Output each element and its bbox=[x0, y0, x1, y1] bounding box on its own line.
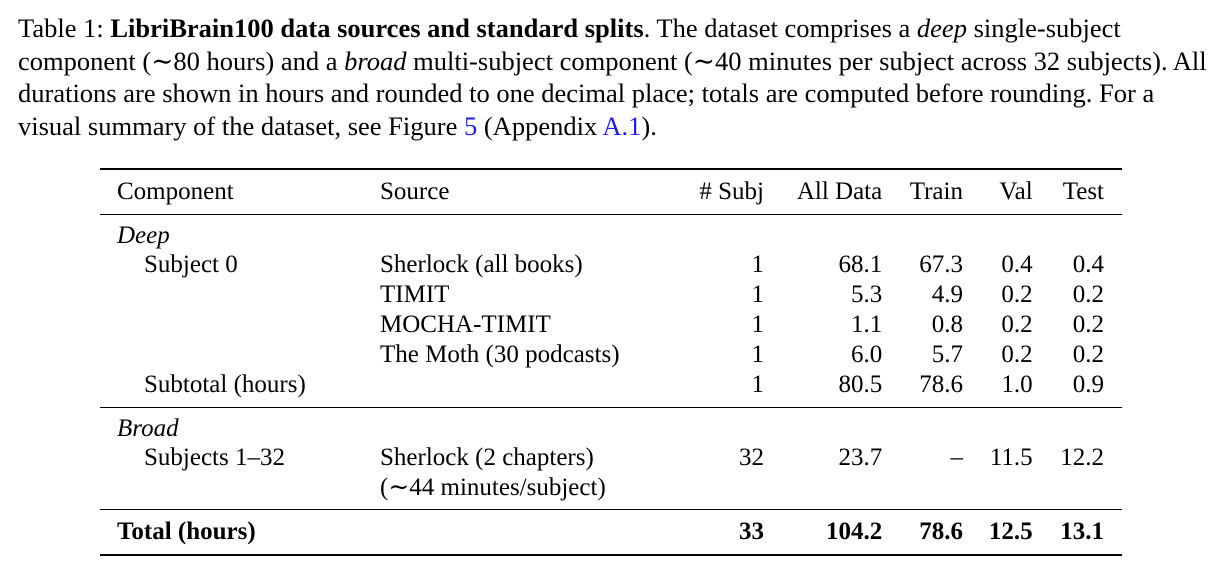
subj-cell: 1 bbox=[751, 340, 764, 368]
train-cell: 67.3 bbox=[919, 250, 963, 278]
train-cell: – bbox=[950, 444, 963, 471]
table-row bbox=[100, 443, 1122, 503]
all-cell: 68.1 bbox=[838, 250, 883, 278]
section-broad bbox=[100, 408, 1122, 444]
subject-label: Subjects 1–32 bbox=[144, 444, 285, 471]
subj-cell: 1 bbox=[751, 280, 764, 308]
val-cell: 0.2 bbox=[1001, 280, 1033, 308]
subj-cell: 1 bbox=[751, 370, 764, 398]
source-cell: Sherlock (all books) bbox=[380, 250, 583, 278]
caption-text: ). bbox=[641, 110, 657, 141]
all-cell: 23.7 bbox=[838, 444, 883, 471]
col-all-data: All Data bbox=[772, 169, 890, 214]
test-cell: 0.2 bbox=[1072, 310, 1104, 338]
all-cell: 1.1 bbox=[850, 310, 883, 338]
source-cell: MOCHA-TIMIT bbox=[380, 310, 551, 338]
val-cell: 11.5 bbox=[989, 444, 1033, 471]
data-splits-table bbox=[100, 168, 1122, 556]
caption-title: LibriBrain100 data sources and standard splits bbox=[110, 13, 644, 43]
table-row bbox=[100, 340, 1122, 370]
caption-text: (Appendix bbox=[477, 110, 603, 141]
all-cell: 5.3 bbox=[850, 280, 883, 308]
subtotal-label: Subtotal (hours) bbox=[144, 370, 306, 398]
test-cell: 13.1 bbox=[1041, 510, 1122, 556]
table-row bbox=[100, 280, 1122, 310]
train-cell: 0.8 bbox=[931, 310, 963, 338]
val-cell: 0.4 bbox=[1001, 250, 1033, 278]
caption-label: Table 1: bbox=[18, 13, 104, 43]
total-label: Total (hours) bbox=[100, 510, 372, 556]
subj-cell: 1 bbox=[751, 310, 764, 338]
col-val: Val bbox=[971, 169, 1041, 214]
caption-text: . The dataset comprises a bbox=[643, 13, 917, 43]
col-test: Test bbox=[1041, 169, 1122, 214]
appendix-link[interactable]: A.1 bbox=[602, 110, 642, 141]
caption-text: multi-subject component (∼40 minutes per subject across 32 subjects). All durations are shown in hours and rounded to one decimal place; totals are computed before rounding. For a visual summary of the dataset, see Figure bbox=[18, 45, 1207, 141]
table-caption bbox=[18, 12, 1210, 142]
val-cell: 0.2 bbox=[1001, 310, 1033, 338]
subj-cell: 33 bbox=[678, 510, 772, 556]
col-source: Source bbox=[372, 169, 678, 214]
figure-link[interactable]: 5 bbox=[463, 110, 478, 141]
test-cell: 0.4 bbox=[1072, 250, 1104, 278]
col-train: Train bbox=[890, 169, 971, 214]
test-cell: 12.2 bbox=[1060, 444, 1104, 471]
val-cell: 12.5 bbox=[971, 510, 1041, 556]
all-cell: 80.5 bbox=[838, 370, 883, 398]
test-cell: 0.9 bbox=[1072, 370, 1104, 398]
val-cell: 0.2 bbox=[1001, 340, 1033, 368]
subj-cell: 32 bbox=[738, 444, 764, 471]
section-broad-label: Broad bbox=[117, 415, 179, 442]
train-cell: 4.9 bbox=[931, 280, 963, 308]
test-cell: 0.2 bbox=[1072, 340, 1104, 368]
col-component: Component bbox=[100, 169, 372, 214]
source-cell: The Moth (30 podcasts) bbox=[380, 340, 620, 368]
section-deep bbox=[100, 214, 1122, 250]
subj-cell: 1 bbox=[751, 250, 764, 278]
subtotal-row bbox=[100, 370, 1122, 400]
section-deep-label: Deep bbox=[117, 221, 170, 249]
source-line: Sherlock (2 chapters) bbox=[380, 444, 594, 471]
caption-broad-word: broad bbox=[344, 45, 407, 76]
caption-deep-word: deep bbox=[916, 13, 967, 43]
train-cell: 78.6 bbox=[919, 370, 963, 398]
source-cell bbox=[372, 443, 678, 503]
table-row bbox=[100, 250, 1122, 280]
subject-label: Subject 0 bbox=[144, 250, 238, 278]
test-cell: 0.2 bbox=[1072, 280, 1104, 308]
train-cell: 5.7 bbox=[931, 340, 963, 368]
total-row bbox=[100, 510, 1122, 556]
header-row bbox=[100, 169, 1122, 214]
source-cell: TIMIT bbox=[380, 280, 450, 308]
val-cell: 1.0 bbox=[1001, 370, 1033, 398]
train-cell: 78.6 bbox=[890, 510, 971, 556]
table-row bbox=[100, 310, 1122, 340]
source-line: (∼44 minutes/subject) bbox=[380, 474, 606, 501]
col-subj: # Subj bbox=[678, 169, 772, 214]
all-cell: 104.2 bbox=[772, 510, 890, 556]
all-cell: 6.0 bbox=[850, 340, 883, 368]
caption-text: single-subject component (∼80 hours) and a bbox=[18, 13, 1121, 76]
